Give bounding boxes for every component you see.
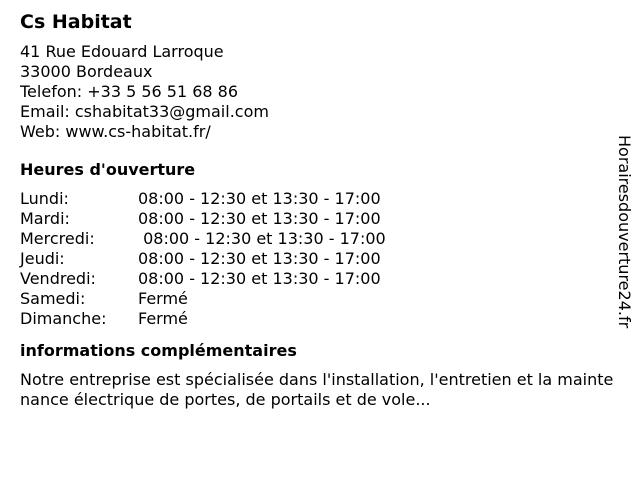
- hours-value: Fermé: [138, 289, 188, 308]
- day-label: Jeudi:: [20, 249, 65, 268]
- hours-value: 08:00 - 12:30 et 13:30 - 17:00: [138, 249, 381, 268]
- phone-line[interactable]: Telefon: +33 5 56 51 68 86: [20, 82, 239, 101]
- address-block: [20, 42, 610, 142]
- day-label: Mercredi:: [20, 229, 95, 248]
- hours-value: 08:00 - 12:30 et 13:30 - 17:00: [138, 189, 381, 208]
- hours-row-lundi: [20, 189, 610, 209]
- street-address: 41 Rue Edouard Larroque: [20, 42, 224, 61]
- web-line[interactable]: Web: www.cs-habitat.fr/: [20, 122, 211, 141]
- additional-info-text: Notre entreprise est spécialisée dans l'installation, l'entretien et la maintenance électrique de portes, de portails et de vole...: [20, 370, 614, 409]
- site-watermark: Horairesdouverture24.fr: [615, 135, 634, 329]
- hours-value: 08:00 - 12:30 et 13:30 - 17:00: [138, 269, 381, 288]
- email-line[interactable]: Email: cshabitat33@gmail.com: [20, 102, 269, 121]
- opening-hours-table: [20, 189, 610, 329]
- hours-row-jeudi: [20, 249, 610, 269]
- business-name: Cs Habitat: [20, 11, 132, 33]
- hours-row-dimanche: [20, 309, 610, 329]
- opening-hours-heading: Heures d'ouverture: [20, 160, 196, 179]
- day-label: Mardi:: [20, 209, 70, 228]
- hours-row-vendredi: [20, 269, 610, 289]
- day-label: Samedi:: [20, 289, 86, 308]
- hours-value: Fermé: [138, 309, 188, 328]
- postal-city: 33000 Bordeaux: [20, 62, 153, 81]
- additional-info-heading: informations complémentaires: [20, 341, 297, 360]
- hours-row-samedi: [20, 289, 610, 309]
- day-label: Vendredi:: [20, 269, 96, 288]
- hours-row-mercredi: [20, 229, 610, 249]
- day-label: Lundi:: [20, 189, 69, 208]
- day-label: Dimanche:: [20, 309, 107, 328]
- hours-row-mardi: [20, 209, 610, 229]
- business-card: [20, 10, 614, 410]
- hours-value: 08:00 - 12:30 et 13:30 - 17:00: [138, 209, 381, 228]
- hours-value: 08:00 - 12:30 et 13:30 - 17:00: [138, 229, 386, 248]
